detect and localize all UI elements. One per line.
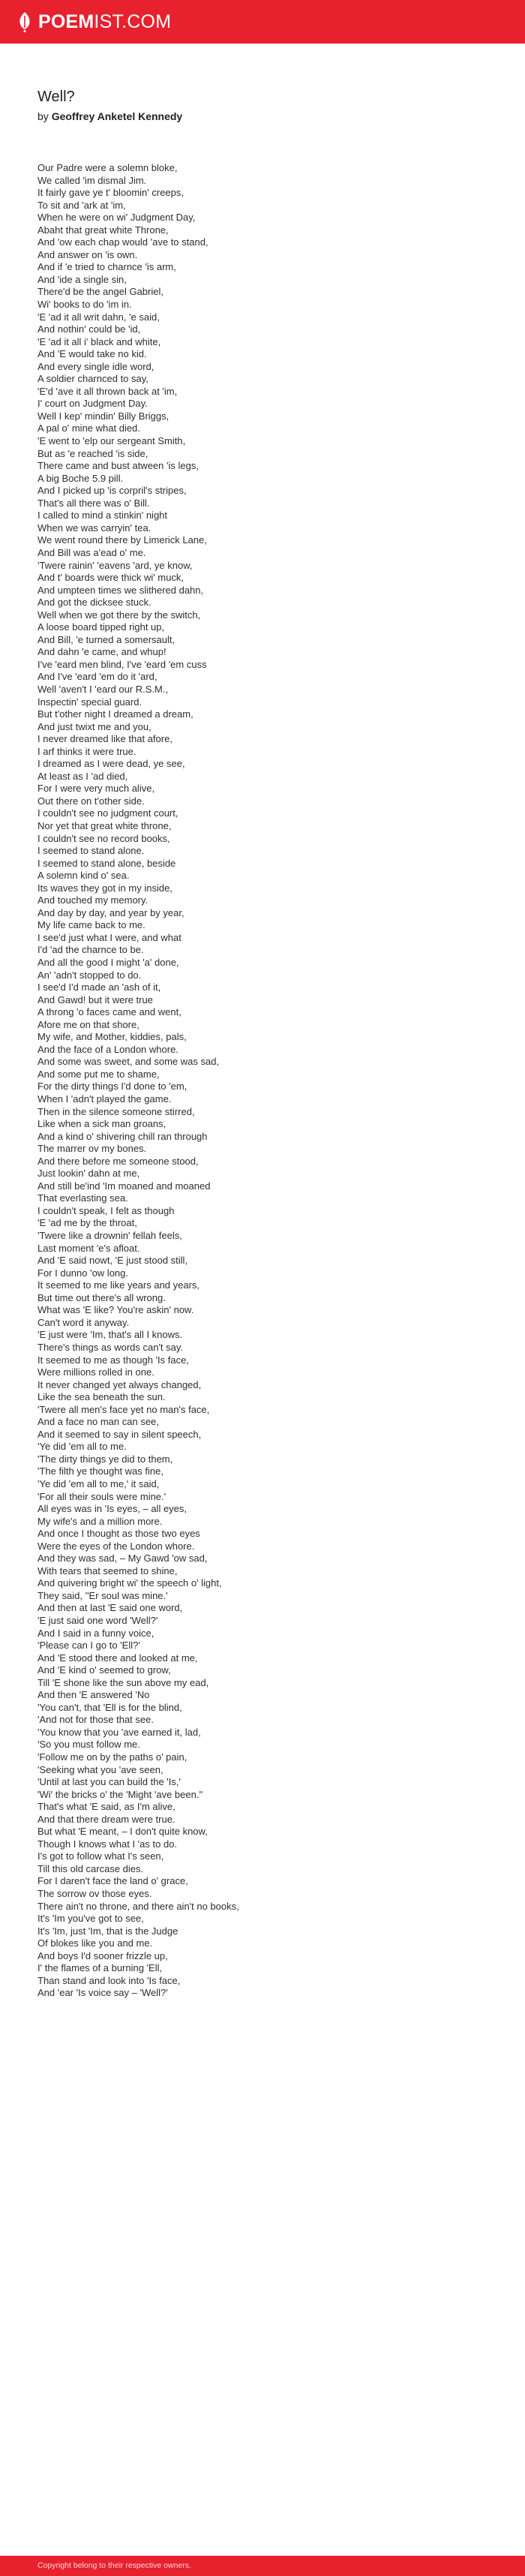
poem-line: And Gawd! but it were true	[38, 993, 153, 1005]
poem-line: That's what 'E said, as I'm alive,	[38, 1801, 176, 1813]
poem-line: And there before me someone stood,	[38, 1155, 199, 1167]
poem-title: Well?	[38, 89, 75, 105]
poem-line: 'You can't, that 'Ell is for the blind,	[38, 1701, 182, 1713]
by-prefix: by	[38, 110, 49, 122]
poem-line: 'E'd 'ave it all thrown back at 'im,	[38, 385, 178, 397]
poem-line: The marrer ov my bones.	[38, 1143, 147, 1155]
poem-line: And every single idle word,	[38, 360, 154, 372]
poem-line: We went round there by Limerick Lane,	[38, 534, 207, 546]
poem-line: I' court on Judgment Day.	[38, 398, 148, 410]
poem-line: Our Padre were a solemn bloke,	[38, 162, 178, 173]
poem-line: For the dirty things I'd done to 'em,	[38, 1081, 188, 1093]
poem-line: Then in the silence someone stirred,	[38, 1105, 195, 1117]
poem-line: I seemed to stand alone.	[38, 845, 145, 857]
poem-line: It's 'Im, just 'Im, that is the Judge	[38, 1925, 178, 1937]
poem-line: A pal o' mine what died.	[38, 422, 140, 434]
poem-line: They said, ''Er soul was mine.'	[38, 1589, 168, 1601]
poem-line: I's got to follow what I's seen,	[38, 1850, 164, 1862]
poem-line: And quivering bright wi' the speech o' light,	[38, 1577, 222, 1589]
poem-line: And touched my memory.	[38, 894, 148, 906]
poem-line: And then at last 'E said one word,	[38, 1602, 183, 1614]
poem-line: And 'E said nowt, 'E just stood still,	[38, 1255, 188, 1267]
poem-line: And Bill was a'ead o' me.	[38, 546, 146, 558]
poem-line: An' 'adn't stopped to do.	[38, 969, 142, 981]
poem-line: I'd 'ad the charnce to be.	[38, 944, 144, 956]
poem-line: Last moment 'e's afloat.	[38, 1242, 140, 1254]
poem-line: Of blokes like you and me.	[38, 1937, 153, 1949]
poem-line: And 'E kind o' seemed to grow,	[38, 1664, 171, 1676]
poem-line: And that there dream were true.	[38, 1813, 176, 1825]
poem-line: And 'ear 'Is voice say – 'Well?'	[38, 1987, 168, 1999]
poem-line: 'Seeking what you 'ave seen,	[38, 1763, 164, 1775]
author-link[interactable]: Geoffrey Anketel Kennedy	[51, 110, 183, 122]
poem-line: 'Until at last you can build the 'Is,'	[38, 1776, 181, 1788]
poem-line: Can't word it anyway.	[38, 1316, 130, 1328]
poemist-logo-icon	[18, 11, 32, 32]
poem-line: At least as I 'ad died,	[38, 770, 128, 782]
poem-line: 'Twere rainin' 'eavens 'ard, ye know,	[38, 559, 193, 571]
poem-line: Just lookin' dahn at me,	[38, 1168, 140, 1180]
poem-line: Than stand and look into 'Is face,	[38, 1974, 181, 1986]
poem-line: 'Wi' the bricks o' the 'Might 'ave been.''	[38, 1788, 203, 1800]
poem-line: A soldier charnced to say,	[38, 373, 148, 385]
poem-line: Inspectin' special guard.	[38, 696, 142, 708]
poem-line: Were millions rolled in one.	[38, 1366, 154, 1378]
poem-line: And they was sad, – My Gawd 'ow sad,	[38, 1553, 208, 1565]
poem-line: And umpteen times we slithered dahn,	[38, 584, 204, 596]
poem-line: 'So you must follow me.	[38, 1739, 140, 1751]
poem-line: And I've 'eard 'em do it 'ard,	[38, 671, 158, 683]
poem-line: Wi' books to do 'im in.	[38, 299, 132, 311]
poem-line: 'Twere like a drownin' fellah feels,	[38, 1230, 182, 1242]
poem-line: 'E 'ad it all writ dahn, 'e said,	[38, 311, 160, 323]
poem-line: But what 'E meant, – I don't quite know,	[38, 1826, 208, 1838]
poem-line: And got the dicksee stuck.	[38, 597, 152, 609]
poem-line: Like the sea beneath the sun.	[38, 1391, 166, 1403]
poem-line: I see'd just what I were, and what	[38, 931, 182, 943]
poem-line: 'And not for those that see.	[38, 1714, 154, 1726]
poem-line: And a face no man can see,	[38, 1416, 159, 1428]
poem-line: 'Follow me on by the paths o' pain,	[38, 1751, 188, 1763]
poem-line: Till this old carcase dies.	[38, 1862, 144, 1874]
poem-line: My wife's and a million more.	[38, 1515, 163, 1527]
poem-line: For I dunno 'ow long.	[38, 1267, 128, 1279]
poem-line: It never changed yet always changed,	[38, 1378, 202, 1390]
poem-line: And t' boards were thick wi' muck,	[38, 572, 184, 584]
poem-line: With tears that seemed to shine,	[38, 1565, 178, 1577]
poem-line: 'E just were 'Im, that's all I knows.	[38, 1329, 183, 1341]
copyright-notice: Copyright belong to their respective owners.	[38, 2561, 191, 2570]
poem-line: It fairly gave ye t' bloomin' creeps,	[38, 187, 184, 199]
poem-line: And a kind o' shivering chill ran through	[38, 1130, 208, 1142]
poem-line: I've 'eard men blind, I've 'eard 'em cuss	[38, 658, 207, 670]
poem-line: 'Ye did 'em all to me,' it said,	[38, 1477, 160, 1489]
poem-line: And 'ide a single sin,	[38, 273, 127, 285]
footer	[0, 2556, 525, 2576]
poem-line: A big Boche 5.9 pill.	[38, 472, 124, 484]
poem-line: We called 'im dismal Jim.	[38, 174, 147, 186]
poem-line: Were the eyes of the London whore.	[38, 1540, 195, 1552]
poem-line: 'E went to 'elp our sergeant Smith,	[38, 435, 186, 447]
poem-line: And Bill, 'e turned a somersault,	[38, 633, 176, 645]
poem-line: 'Twere all men's face yet no man's face,	[38, 1403, 210, 1415]
poem-line: And 'ow each chap would 'ave to stand,	[38, 236, 208, 248]
poem-line: There's things as words can't say.	[38, 1341, 184, 1353]
poem-line: I couldn't see no judgment court,	[38, 807, 178, 819]
poem-line: 'E just said one word 'Well?'	[38, 1614, 158, 1626]
poem-line: 'The dirty things ye did to them,	[38, 1453, 173, 1465]
poem-header	[38, 87, 488, 123]
poem-line: Its waves they got in my inside,	[38, 882, 172, 894]
poem-line: 'Please can I go to 'Ell?'	[38, 1640, 140, 1652]
poem-line: 'Ye did 'em all to me.	[38, 1441, 127, 1453]
poem-line: And day by day, and year by year,	[38, 906, 184, 918]
poem-line: Nor yet that great white throne,	[38, 819, 172, 831]
top-bar	[0, 0, 525, 44]
poem-line: I seemed to stand alone, beside	[38, 857, 176, 869]
poem-line: And dahn 'e came, and whup!	[38, 646, 166, 658]
poem-line: And I picked up 'is corpril's stripes,	[38, 485, 187, 497]
poem-line: And still be'ind 'Im moaned and moaned	[38, 1180, 211, 1192]
logo-text	[38, 11, 171, 33]
poem-line: I never dreamed like that afore,	[38, 733, 172, 745]
poem-line: And then 'E answered 'No	[38, 1689, 150, 1701]
poem-line: The sorrow ov those eyes.	[38, 1888, 152, 1900]
poem-line: Afore me on that shore,	[38, 1018, 140, 1030]
poem-line: I see'd I'd made an 'ash of it,	[38, 981, 161, 993]
poem-line: 'E 'ad it all i' black and white,	[38, 335, 161, 347]
poem-line: Like when a sick man groans,	[38, 1118, 166, 1130]
poem-body	[38, 162, 502, 2000]
poem-line: 'You know that you 'ave earned it, lad,	[38, 1726, 201, 1738]
poem-line: But t'other night I dreamed a dream,	[38, 708, 194, 720]
poem-line: To sit and 'ark at 'im,	[38, 199, 126, 211]
poem-line: When I 'adn't played the game.	[38, 1093, 172, 1105]
poem-line: I called to mind a stinkin' night	[38, 509, 168, 522]
poem-line: Till 'E shone like the sun above my ead,	[38, 1676, 209, 1688]
poem-line: That everlasting sea.	[38, 1192, 128, 1204]
poem-line: There ain't no throne, and there ain't no books,	[38, 1900, 239, 1912]
poem-line: I' the flames of a burning 'Ell,	[38, 1962, 163, 1974]
poem-line: And I said in a funny voice,	[38, 1627, 154, 1639]
poem-line: And it seemed to say in silent speech,	[38, 1428, 202, 1440]
poem-line: And some was sweet, and some was sad,	[38, 1056, 220, 1068]
poem-line: And just twixt me and you,	[38, 720, 152, 732]
poem-line: And all the good I might 'a' done,	[38, 957, 179, 968]
poem-line: All eyes was in 'Is eyes, – all eyes,	[38, 1503, 188, 1515]
poem-line: A solemn kind o' sea.	[38, 870, 130, 882]
poem-line: My life came back to me.	[38, 919, 146, 931]
poem-line: My wife, and Mother, kiddies, pals,	[38, 1031, 187, 1043]
poem-line: I couldn't speak, I felt as though	[38, 1204, 175, 1216]
logo-text-light: IST.COM	[94, 11, 172, 32]
byline	[38, 110, 488, 123]
poem-line: And answer on 'is own.	[38, 248, 138, 260]
poem-line: Though I knows what I 'as to do.	[38, 1838, 178, 1850]
poem-line: And boys I'd sooner frizzle up,	[38, 1949, 168, 1961]
poem-line: I dreamed as I were dead, ye see,	[38, 758, 185, 770]
poem-line: And if 'e tried to charnce 'is arm,	[38, 261, 176, 273]
poem-line: A loose board tipped right up,	[38, 621, 165, 633]
poem-line: Abaht that great white Throne,	[38, 224, 169, 236]
logo-text-bold: POEM	[38, 11, 94, 32]
poem-line: And nothin' could be 'id,	[38, 323, 141, 335]
poem-line: When we was carryin' tea.	[38, 522, 152, 534]
poem-line: 'The filth ye thought was fine,	[38, 1465, 164, 1477]
poem-line: And some put me to shame,	[38, 1068, 160, 1080]
poem-line: It seemed to me like years and years,	[38, 1279, 200, 1291]
poem-line: And the face of a London whore.	[38, 1043, 178, 1055]
poem-line: Well 'aven't I 'eard our R.S.M.,	[38, 683, 169, 695]
poem-line: I arf thinks it were true.	[38, 745, 136, 757]
poem-line: And once I thought as those two eyes	[38, 1528, 200, 1540]
poem-line: It seemed to me as though 'Is face,	[38, 1354, 189, 1366]
poem-line: What was 'E like? You're askin' now.	[38, 1304, 194, 1316]
poem-line: And 'E stood there and looked at me,	[38, 1652, 198, 1664]
poem-line: 'E 'ad me by the throat,	[38, 1217, 137, 1229]
poem-line: For I were very much alive,	[38, 783, 155, 795]
poem-line: It's 'Im you've got to see,	[38, 1913, 144, 1925]
poem-line: Out there on t'other side.	[38, 795, 145, 807]
poem-line: There came and bust atween 'is legs,	[38, 460, 199, 472]
poem-line: Well when we got there by the switch,	[38, 609, 201, 621]
poem-line: There'd be the angel Gabriel,	[38, 286, 164, 298]
poem-line: I couldn't see no record books,	[38, 832, 170, 844]
site-logo[interactable]	[18, 11, 171, 33]
poem-line: Well I kep' mindin' Billy Briggs,	[38, 410, 170, 422]
poem-line: For I daren't face the land o' grace,	[38, 1875, 188, 1887]
poem-line: But time out there's all wrong.	[38, 1291, 166, 1303]
poem-line: When he were on wi' Judgment Day,	[38, 212, 196, 224]
poem-line: 'For all their souls were mine.'	[38, 1490, 166, 1502]
poem-line: But as 'e reached 'is side,	[38, 447, 148, 459]
poem-line: That's all there was o' Bill.	[38, 497, 150, 509]
poem-line: A throng 'o faces came and went,	[38, 1006, 182, 1018]
poem-line: And 'E would take no kid.	[38, 348, 147, 360]
